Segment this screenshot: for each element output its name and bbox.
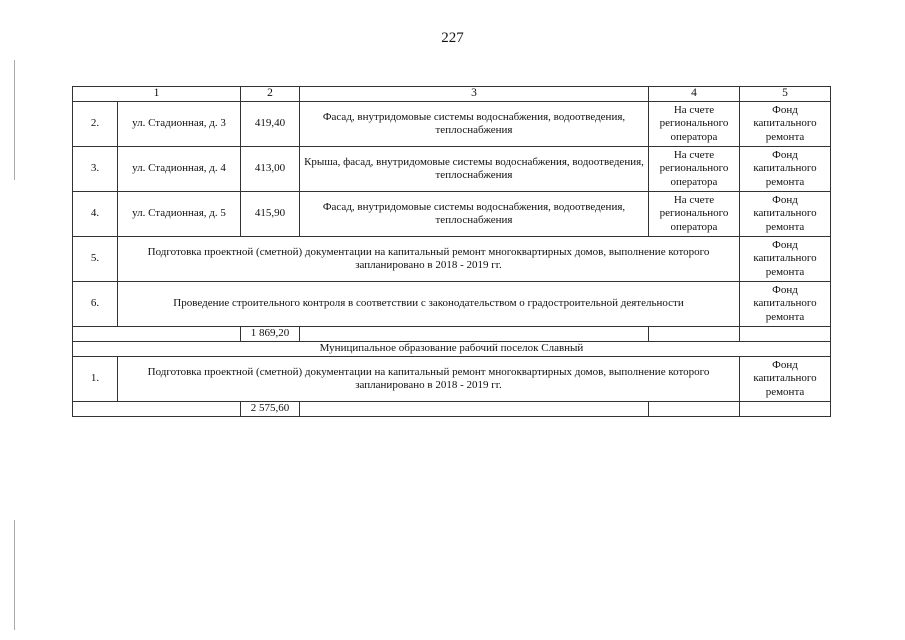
works-table: [72, 86, 831, 417]
table-row: [73, 102, 831, 147]
header-cell-5: 5: [740, 87, 831, 102]
row-works: Подготовка проектной (сметной) документации на капитальный ремонт многоквартирных домов, выполнение которого запланировано в 2018 - 2019 гг.: [118, 357, 740, 402]
row-number: 3.: [73, 147, 118, 192]
header-cell-3: 3: [300, 87, 649, 102]
table-row: [73, 282, 831, 327]
row-works: Проведение строительного контроля в соответствии с законодательством о градостроительной деятельности: [118, 282, 740, 327]
table-row: [73, 237, 831, 282]
row-source: Фонд капитального ремонта: [740, 102, 831, 147]
row-source: Фонд капитального ремонта: [740, 147, 831, 192]
total-empty-cell: [740, 327, 831, 342]
row-address: ул. Стадионная, д. 4: [118, 147, 241, 192]
page-number: 227: [441, 30, 464, 46]
row-number: 4.: [73, 192, 118, 237]
row-number: 6.: [73, 282, 118, 327]
row-address: ул. Стадионная, д. 5: [118, 192, 241, 237]
total-value: 1 869,20: [241, 327, 300, 342]
row-source: Фонд капитального ремонта: [740, 237, 831, 282]
row-account: На счете регионального оператора: [649, 102, 740, 147]
row-works: Фасад, внутридомовые системы водоснабжения, водоотведения, теплоснабжения: [300, 102, 649, 147]
row-source: Фонд капитального ремонта: [740, 357, 831, 402]
section-title: Муниципальное образование рабочий поселок Славный: [73, 342, 831, 357]
total-empty-cell: [300, 327, 649, 342]
section-row: [73, 342, 831, 357]
row-area: 413,00: [241, 147, 300, 192]
total-empty-cell: [73, 402, 241, 417]
header-cell-2: 2: [241, 87, 300, 102]
total-value: 2 575,60: [241, 402, 300, 417]
row-works: Крыша, фасад, внутридомовые системы водоснабжения, водоотведения, теплоснабжения: [300, 147, 649, 192]
total-empty-cell: [649, 327, 740, 342]
table-row: [73, 192, 831, 237]
row-account: На счете регионального оператора: [649, 147, 740, 192]
header-cell-1: 1: [73, 87, 241, 102]
row-number: 1.: [73, 357, 118, 402]
table-row: [73, 147, 831, 192]
row-number: 2.: [73, 102, 118, 147]
total-row: [73, 402, 831, 417]
table-row: [73, 357, 831, 402]
row-area: 415,90: [241, 192, 300, 237]
total-row: [73, 327, 831, 342]
row-source: Фонд капитального ремонта: [740, 282, 831, 327]
total-empty-cell: [73, 327, 241, 342]
scan-edge-mark: [14, 60, 15, 180]
row-works: Фасад, внутридомовые системы водоснабжения, водоотведения, теплоснабжения: [300, 192, 649, 237]
total-empty-cell: [649, 402, 740, 417]
total-empty-cell: [740, 402, 831, 417]
scan-edge-mark: [14, 520, 15, 630]
header-row: [73, 87, 831, 102]
row-works: Подготовка проектной (сметной) документации на капитальный ремонт многоквартирных домов, выполнение которого запланировано в 2018 - 2019 гг.: [118, 237, 740, 282]
row-source: Фонд капитального ремонта: [740, 192, 831, 237]
row-account: На счете регионального оператора: [649, 192, 740, 237]
header-cell-4: 4: [649, 87, 740, 102]
row-number: 5.: [73, 237, 118, 282]
row-address: ул. Стадионная, д. 3: [118, 102, 241, 147]
total-empty-cell: [300, 402, 649, 417]
row-area: 419,40: [241, 102, 300, 147]
